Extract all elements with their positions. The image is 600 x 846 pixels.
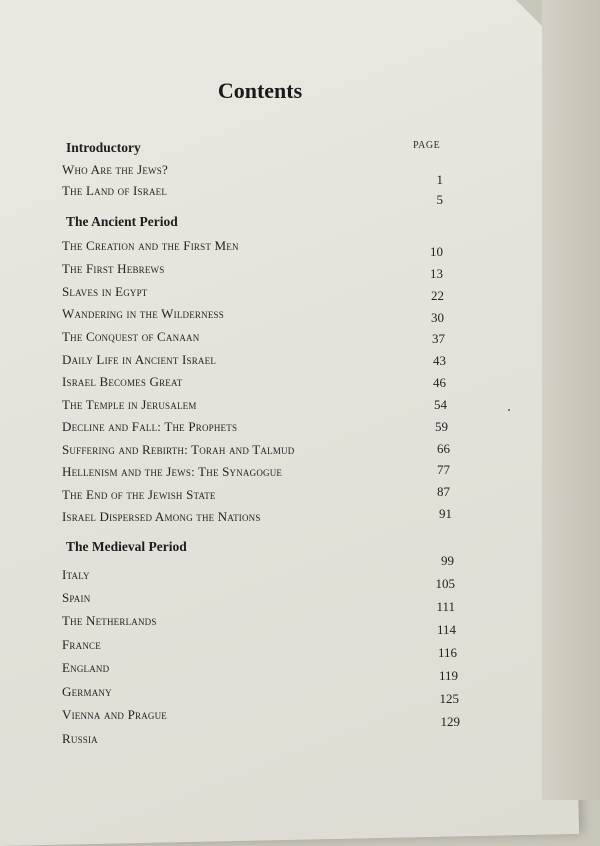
toc-page-number: 129 xyxy=(440,714,460,729)
toc-entry[interactable]: Germany xyxy=(62,684,112,699)
toc-entry[interactable]: The Temple in Jerusalem xyxy=(62,397,197,412)
toc-page-number: 10 xyxy=(430,244,443,259)
toc-entry[interactable]: The Conquest of Canaan xyxy=(62,329,200,344)
toc-entry[interactable]: Decline and Fall: The Prophets xyxy=(62,419,238,434)
toc-page-number: 30 xyxy=(431,310,444,325)
toc-page-number: 77 xyxy=(437,462,450,477)
torn-corner xyxy=(516,0,542,26)
toc-entry[interactable]: Russia xyxy=(62,731,98,746)
toc-page-number: 37 xyxy=(432,331,445,346)
toc-entry[interactable]: Who Are the Jews? xyxy=(62,162,168,177)
toc-page-number: 66 xyxy=(437,441,450,456)
toc-page-number: 91 xyxy=(439,506,452,521)
toc-entry[interactable]: Suffering and Rebirth: Torah and Talmud xyxy=(62,442,295,457)
section-heading-introductory: Introductory xyxy=(66,140,141,155)
toc-entry[interactable]: The End of the Jewish State xyxy=(62,487,216,502)
toc-entry[interactable]: The Land of Israel xyxy=(62,183,168,198)
toc-entry[interactable]: Hellenism and the Jews: The Synagogue xyxy=(62,464,283,479)
toc-page-number: 5 xyxy=(436,192,443,207)
toc-page-number: 54 xyxy=(434,397,447,412)
toc-page-number: 43 xyxy=(433,353,446,368)
pencil-mark xyxy=(508,409,510,411)
toc-page-number: 111 xyxy=(436,599,455,614)
toc-page-number: 1 xyxy=(436,172,443,187)
toc-entry[interactable]: Wandering in the Wilderness xyxy=(62,306,224,321)
section-heading-medieval: The Medieval Period xyxy=(66,539,187,554)
toc-entry[interactable]: France xyxy=(62,637,101,652)
toc-page-number: 22 xyxy=(431,288,444,303)
toc-page-number: 125 xyxy=(439,691,459,706)
toc-entry[interactable]: Slaves in Egypt xyxy=(62,284,148,299)
toc-page-number: 119 xyxy=(438,668,458,683)
toc-entry[interactable]: Israel Dispersed Among the Nations xyxy=(62,509,261,524)
page-column-header: PAGE xyxy=(413,140,441,151)
page-title: Contents xyxy=(217,78,303,103)
toc-page-number: 59 xyxy=(435,419,448,434)
toc-page-number: 46 xyxy=(433,375,446,390)
page-edge xyxy=(542,0,600,800)
toc-page-number: 99 xyxy=(441,553,454,568)
toc-entry[interactable]: Spain xyxy=(62,590,91,605)
toc-entry[interactable]: Vienna and Prague xyxy=(62,707,168,722)
toc-entry[interactable]: The Netherlands xyxy=(62,613,157,628)
toc-entry[interactable]: The First Hebrews xyxy=(62,261,165,276)
toc-entry[interactable]: England xyxy=(62,660,110,675)
toc-entry[interactable]: Daily Life in Ancient Israel xyxy=(62,352,217,367)
toc-page-number: 116 xyxy=(437,645,457,660)
section-heading-ancient: The Ancient Period xyxy=(66,214,178,229)
toc-entry[interactable]: The Creation and the First Men xyxy=(62,238,239,253)
toc-page-number: 87 xyxy=(437,484,450,499)
toc-page-number: 13 xyxy=(430,266,443,281)
toc-page-number: 114 xyxy=(436,622,456,637)
toc-entry[interactable]: Italy xyxy=(62,567,90,582)
toc-entry[interactable]: Israel Becomes Great xyxy=(62,374,183,389)
toc-page-number: 105 xyxy=(435,576,455,591)
